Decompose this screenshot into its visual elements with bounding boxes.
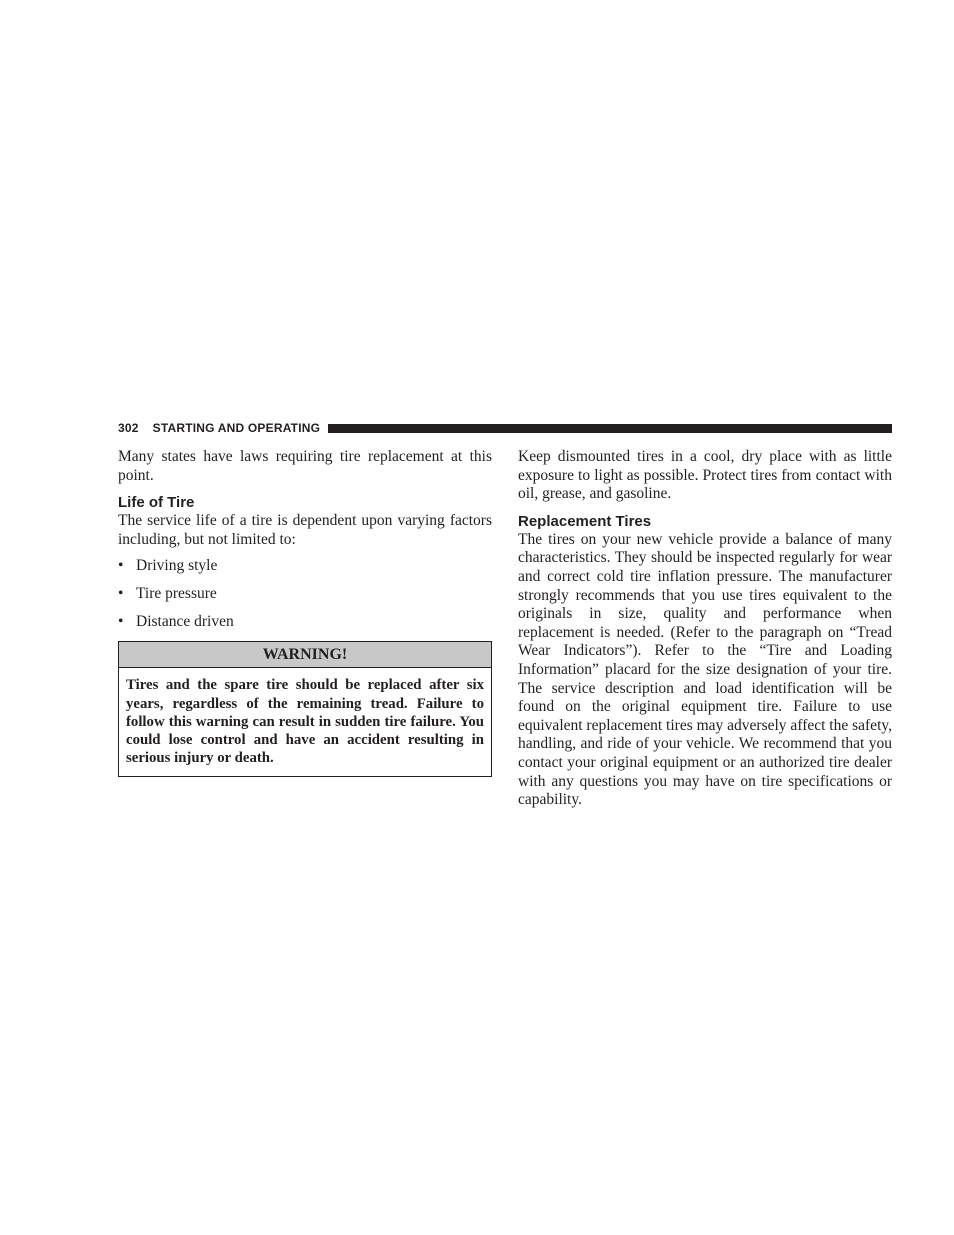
life-of-tire-heading: Life of Tire — [118, 494, 195, 512]
right-column — [518, 448, 892, 810]
section-title: STARTING AND OPERATING — [152, 421, 321, 435]
list-item — [118, 585, 492, 604]
list-item-text: Driving style — [136, 557, 218, 575]
warning-text: Tires and the spare tire should be replaced after six years, regardless of the remaining tread. Failure to follow this warning can result in sudden tire failure. You could lose control and have an accident resulting in serious injury or death. — [126, 677, 484, 767]
bullet-icon: • — [118, 557, 124, 575]
list-item — [118, 557, 492, 576]
header-rule — [328, 424, 892, 433]
warning-box — [118, 641, 492, 777]
storage-paragraph: Keep dismounted tires in a cool, dry place with as little exposure to light as possible. Protect tires from contact with oil, grease, and gasoline. — [518, 448, 892, 503]
list-item-text: Distance driven — [136, 613, 234, 631]
replacement-tires-heading: Replacement Tires — [518, 512, 652, 530]
page-number: 302 — [118, 421, 139, 435]
page-header — [118, 420, 892, 436]
warning-title: WARNING! — [119, 642, 491, 668]
list-item-text: Tire pressure — [136, 585, 217, 603]
intro-paragraph: Many states have laws requiring tire replacement at this point. — [118, 448, 492, 484]
bullet-icon: • — [118, 613, 124, 631]
replacement-tires-paragraph: The tires on your new vehicle provide a balance of many characteristics. They should be inspected regularly for wear and correct cold tire inflation pressure. The manufacturer strongly recommends that you use tires equivalent to the originals in size, quality and performance when replacement is needed. (Refer to the paragraph on “Tread Wear Indicators”). Refer to the “Tire and Loading Information” placard for the size designation of your tire. The service description and load identification will be found on the original equipment tire. Failure to use equivalent replacement tires may adversely affect the safety, handling, and ride of your vehicle. We recommend that you contact your original equipment or an authorized tire dealer with any questions you may have on tire specifications or capability. — [518, 530, 892, 809]
left-column — [118, 448, 492, 777]
bullet-icon: • — [118, 585, 124, 603]
life-of-tire-paragraph: The service life of a tire is dependent upon varying factors including, but not limited to: — [118, 512, 492, 548]
factor-list — [118, 557, 492, 632]
list-item — [118, 613, 492, 632]
